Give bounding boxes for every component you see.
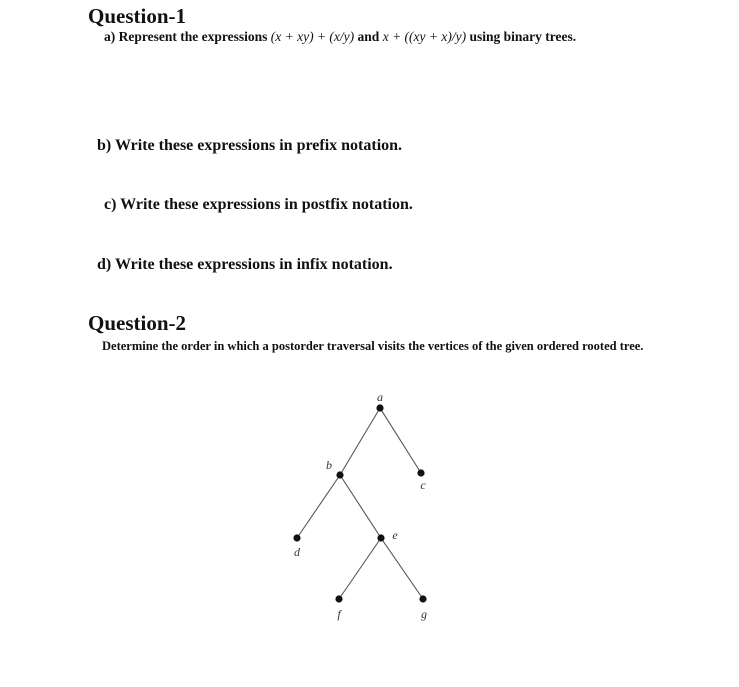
tree-node-label-c: c [420, 478, 426, 492]
tree-node-a [376, 404, 383, 411]
part-a-prefix: a) Represent the expressions [104, 29, 271, 44]
tree-edge-a-b [340, 408, 380, 475]
tree-node-e [377, 534, 384, 541]
tree-node-label-e: e [392, 528, 398, 542]
part-a-suffix: using binary trees. [466, 29, 577, 44]
tree-node-label-g: g [421, 607, 427, 621]
tree-edge-e-g [381, 538, 423, 599]
tree-node-b [336, 471, 343, 478]
question-1-part-d: d) Write these expressions in infix notation. [97, 256, 393, 273]
tree-nodes [293, 404, 426, 602]
tree-node-c [417, 469, 424, 476]
question-1-part-c: c) Write these expressions in postfix notation. [104, 196, 413, 213]
tree-edge-a-c [380, 408, 421, 473]
question-2-title: Question-2 [88, 311, 187, 335]
question-1-title: Question-1 [88, 4, 187, 28]
part-a-and: and [354, 29, 383, 44]
tree-node-label-f: f [337, 607, 341, 621]
question-1-part-b: b) Write these expressions in prefix notation. [97, 137, 403, 154]
tree-edge-b-d [297, 475, 340, 538]
tree-node-label-b: b [326, 458, 332, 472]
tree-node-d [293, 534, 300, 541]
tree-node-g [419, 595, 426, 602]
tree-edge-b-e [340, 475, 381, 538]
tree-node-f [335, 595, 342, 602]
expression-2: x + ((xy + x)/y) [382, 29, 467, 44]
tree-node-label-d: d [294, 545, 300, 559]
expression-1: (x + xy) + (x/y) [270, 29, 355, 44]
tree-edge-e-f [339, 538, 381, 599]
question-2-prompt: Determine the order in which a postorder traversal visits the vertices of the given ordered rooted tree. [102, 339, 644, 353]
tree-edges [297, 408, 423, 599]
tree-node-label-a: a [377, 390, 383, 404]
